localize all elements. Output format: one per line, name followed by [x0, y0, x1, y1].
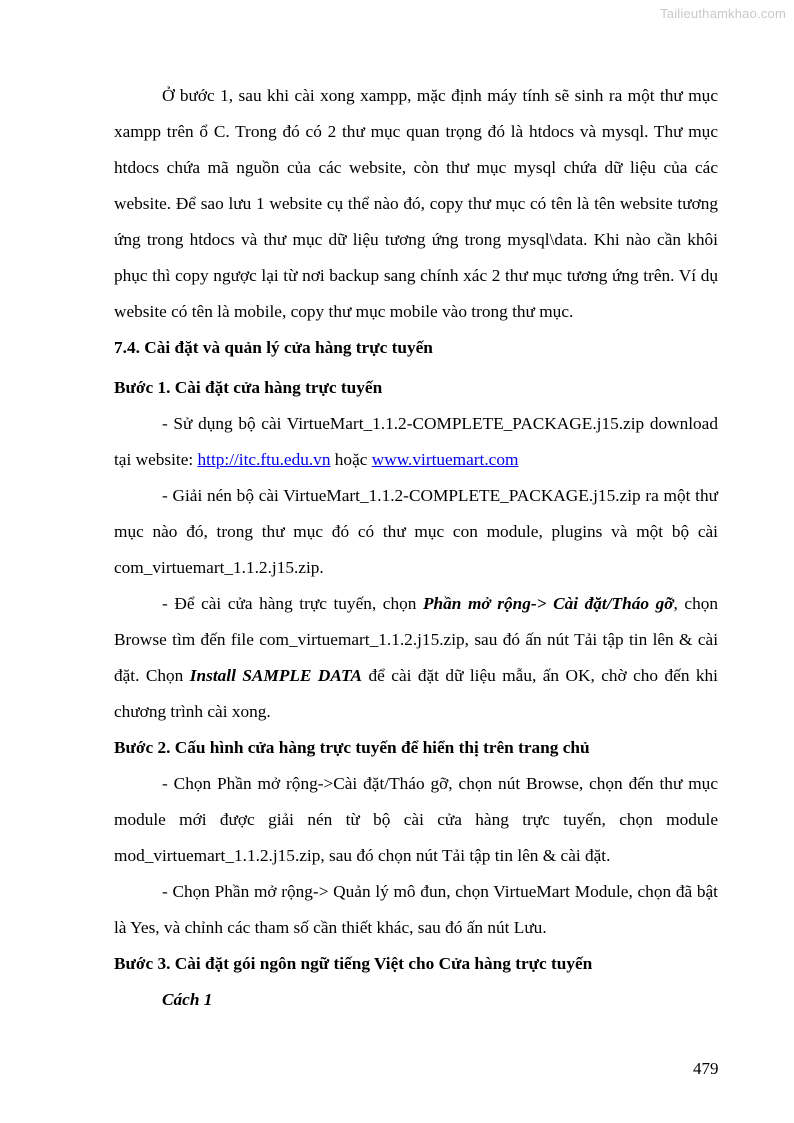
- emphasis-text: Cách 1: [162, 990, 213, 1009]
- text-run: Ở bước 1, sau khi cài xong xampp, mặc định máy tính sẽ sinh ra một thư mục xampp trên ổ C. Trong đó có 2 thư mục quan trọng đó là htdocs và mysql. Thư mục htdocs chứa mã nguồn của các website, còn thư mục mysql chứa dữ liệu của các website. Để sao lưu 1 website cụ thể nào đó, copy thư mục có tên là tên website tương ứng trong htdocs và thư mục dữ liệu tương ứng trong mysql\data. Khi nào cần khôi phục thì copy ngược lại từ nơi backup sang chính xác 2 thư mục tương ứng trên. Ví dụ website có tên là mobile, copy thư mục mobile vào trong thư mục.: [114, 86, 718, 321]
- emphasis-text: Phần mở rộng-> Cài đặt/Tháo gỡ: [422, 594, 674, 613]
- text-run: Bước 2. Cấu hình cửa hàng trực tuyến để hiển thị trên trang chủ: [114, 738, 590, 757]
- text-run: Bước 3. Cài đặt gói ngôn ngữ tiếng Việt cho Cửa hàng trực tuyến: [114, 954, 593, 973]
- paragraph: [114, 766, 718, 874]
- text-run: - Chọn Phần mở rộng-> Quản lý mô đun, chọn VirtueMart Module, chọn đã bật là Yes, và chỉnh các tham số cần thiết khác, sau đó ấn nút Lưu.: [114, 882, 718, 937]
- section-heading: [114, 730, 718, 766]
- section-heading: [114, 946, 718, 982]
- paragraph: [114, 982, 718, 1018]
- text-run: Bước 1. Cài đặt cửa hàng trực tuyến: [114, 378, 383, 397]
- text-run: - Giải nén bộ cài VirtueMart_1.1.2-COMPLETE_PACKAGE.j15.zip ra một thư mục nào đó, trong thư mục đó có thư mục con module, plugins và một bộ cài com_virtuemart_1.1.2.j15.zip.: [114, 486, 718, 577]
- paragraph: [114, 78, 718, 330]
- paragraph: [114, 478, 718, 586]
- text-run: , chọn Browse tìm đến file com_virtuemart_1.1.2.j15.zip, sau đó ấn nút Tải tập tin lên & cài đặt. Chọn: [114, 594, 719, 685]
- paragraph: [114, 406, 718, 478]
- hyperlink[interactable]: http://itc.ftu.edu.vn: [197, 450, 331, 469]
- paragraph: [114, 874, 718, 946]
- text-run: - Sử dụng bộ cài VirtueMart_1.1.2-COMPLETE_PACKAGE.j15.zip download tại website:: [114, 414, 718, 469]
- section-heading: [114, 370, 718, 406]
- page-number: 479: [693, 1059, 719, 1078]
- document-body: [114, 78, 718, 1018]
- text-run: để cài đặt dữ liệu mẫu, ấn OK, chờ cho đến khi chương trình cài xong.: [114, 666, 718, 721]
- paragraph: [114, 586, 718, 730]
- text-run: 7.4. Cài đặt và quản lý cửa hàng trực tuyến: [114, 338, 433, 357]
- watermark: Tailieuthamkhao.com: [660, 6, 786, 21]
- text-run: hoặc: [330, 450, 372, 469]
- section-heading: [114, 330, 718, 366]
- text-run: - Để cài cửa hàng trực tuyến, chọn: [162, 594, 423, 613]
- text-run: - Chọn Phần mở rộng->Cài đặt/Tháo gỡ, chọn nút Browse, chọn đến thư mục module mới được giải nén từ bộ cài cửa hàng trực tuyến, chọn module mod_virtuemart_1.1.2.j15.zip, sau đó chọn nút Tải tập tin lên & cài đặt.: [114, 774, 718, 865]
- hyperlink[interactable]: www.virtuemart.com: [371, 450, 519, 469]
- emphasis-text: Install SAMPLE DATA: [189, 666, 363, 685]
